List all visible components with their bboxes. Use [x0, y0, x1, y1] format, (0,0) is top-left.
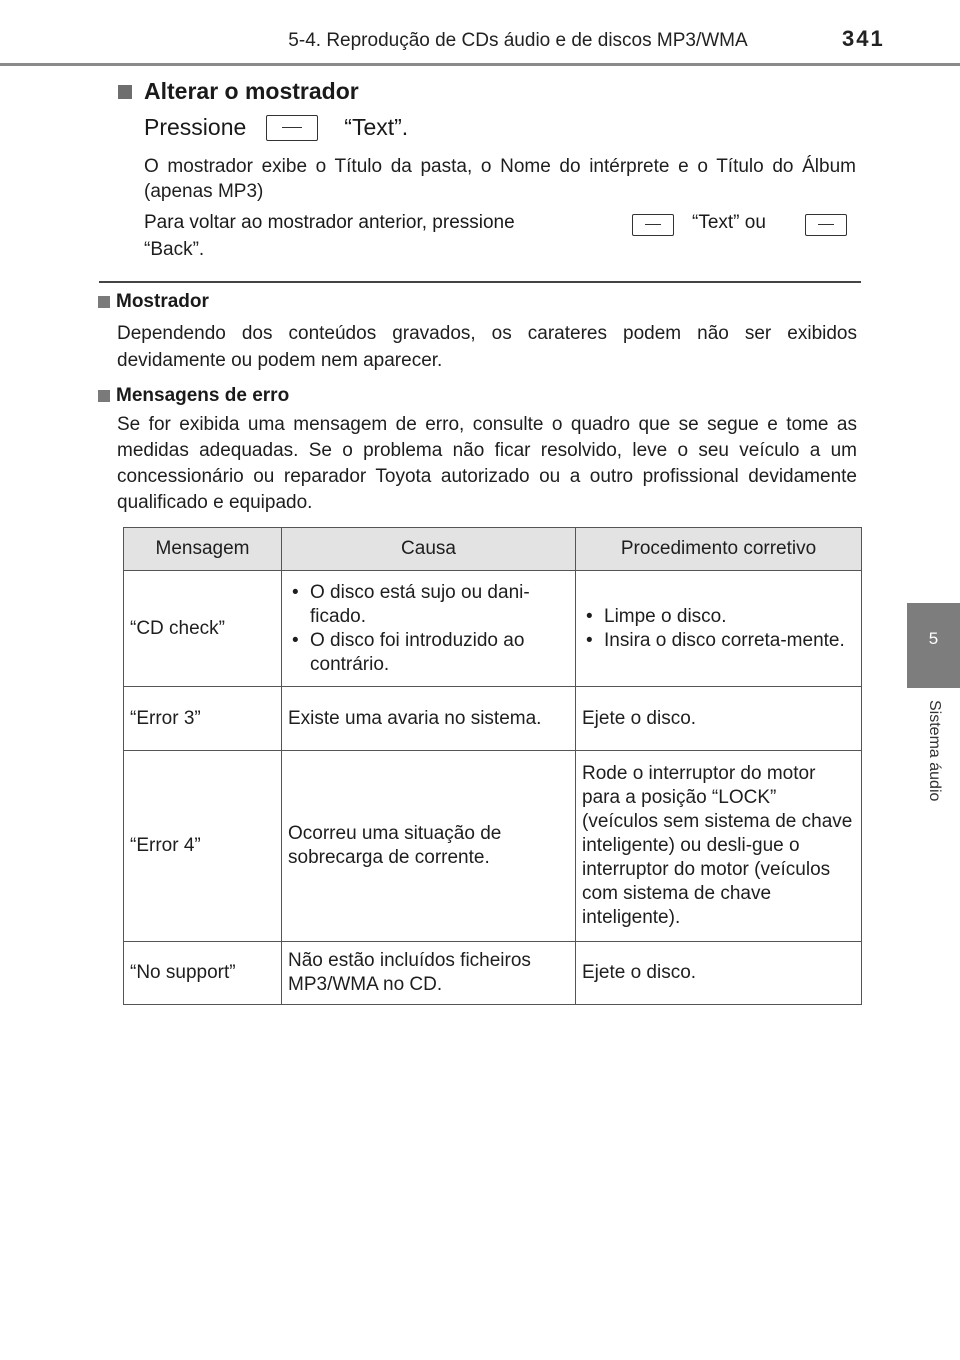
chapter-side-label: Sistema áudio [926, 700, 943, 802]
change-display-description: O mostrador exibe o Título da pasta, o Nome do intérprete e o Título do Álbum (apenas MP3) [144, 156, 856, 202]
cell-message: “Error 4” [124, 751, 282, 942]
change-display-heading [118, 78, 359, 105]
cell-cause [282, 571, 576, 687]
display-note-heading [98, 291, 209, 313]
column-header-cause: Causa [282, 528, 576, 571]
chapter-tab[interactable] [907, 603, 960, 688]
error-messages-heading [98, 385, 289, 407]
press-target: “Text”. [344, 114, 409, 140]
display-note-heading-text: Mostrador [116, 291, 209, 312]
cause-bullet: • O disco foi introduzido ao contrário. [288, 629, 569, 677]
display-note-text: Dependendo dos conteúdos gravados, os carateres podem não ser exibidos devidamente ou podem nem aparecer. [117, 323, 857, 371]
cell-message: “No support” [124, 942, 282, 1005]
cell-procedure: Ejete o disco. [576, 687, 862, 751]
cell-message: “Error 3” [124, 687, 282, 751]
page-number: 341 [842, 26, 885, 51]
cell-cause: Não estão incluídos ficheiros MP3/WMA no CD. [282, 942, 576, 1005]
screen-button-icon [805, 214, 847, 236]
chapter-tab-number: 5 [928, 629, 939, 648]
procedure-bullet: • Limpe o disco. [582, 605, 855, 629]
press-label: Pressione [144, 114, 247, 140]
table-header-row [124, 528, 862, 571]
error-messages-text: Se for exibida uma mensagem de erro, consulte o quadro que se segue e tome as medidas adequadas. Se o problema não ficar resolvido, leve o seu veículo a um concessionário ou reparador Toyota autorizado ou a outro profissional devidamente qualificado e equipado. [117, 414, 857, 513]
change-display-heading-text: Alterar o mostrador [144, 78, 359, 104]
return-suffix: “Back”. [144, 239, 205, 260]
return-instruction [144, 212, 856, 237]
screen-button-icon [266, 115, 318, 141]
return-prefix: Para voltar ao mostrador anterior, pressione [144, 212, 515, 233]
table-row [124, 942, 862, 1005]
table-row [124, 751, 862, 942]
section-divider [99, 281, 861, 283]
cell-cause: Existe uma avaria no sistema. [282, 687, 576, 751]
square-bullet-icon [118, 85, 132, 99]
cause-bullet: • O disco está sujo ou dani-ficado. [288, 581, 569, 629]
table-row [124, 571, 862, 687]
error-messages-heading-text: Mensagens de erro [116, 385, 290, 406]
error-table [123, 527, 862, 1005]
cell-cause: Ocorreu uma situação de sobrecarga de corrente. [282, 751, 576, 942]
return-middle: “Text” ou [692, 212, 766, 233]
square-bullet-icon [98, 390, 110, 402]
press-instruction [144, 114, 408, 141]
running-header: 5-4. Reprodução de CDs áudio e de discos MP3/WMA [288, 30, 748, 51]
cell-message: “CD check” [124, 571, 282, 687]
column-header-procedure: Procedimento corretivo [576, 528, 862, 571]
table-row [124, 687, 862, 751]
procedure-bullet: • Insira o disco correta-mente. [582, 629, 855, 653]
cell-procedure: Rode o interruptor do motor para a posição “LOCK” (veículos sem sistema de chave inteligente) ou desli-gue o interruptor do motor (veículos com sistema de chave inteligente). [576, 751, 862, 942]
column-header-message: Mensagem [124, 528, 282, 571]
cell-procedure: Ejete o disco. [576, 942, 862, 1005]
screen-button-icon [632, 214, 674, 236]
cell-procedure [576, 571, 862, 687]
square-bullet-icon [98, 296, 110, 308]
header-rule [0, 63, 960, 66]
